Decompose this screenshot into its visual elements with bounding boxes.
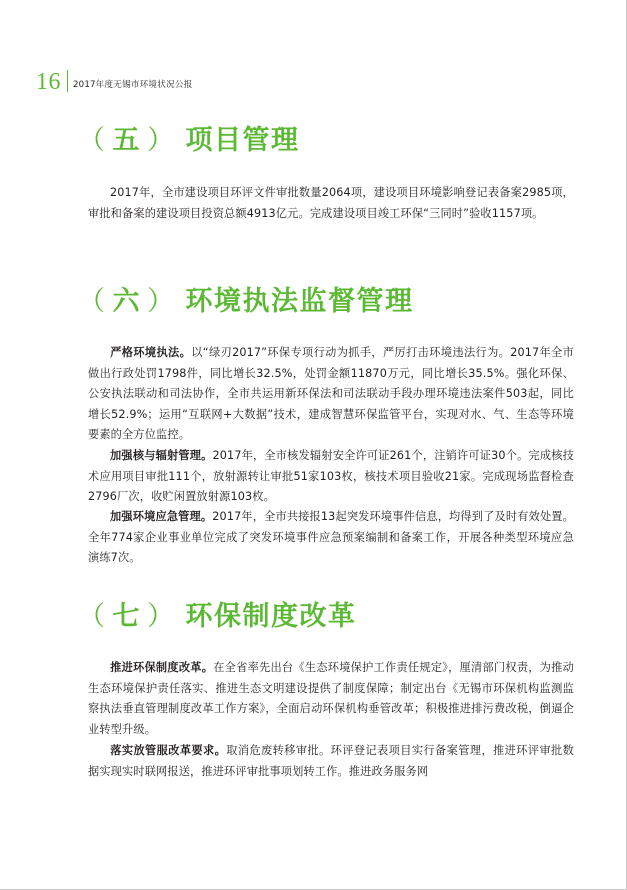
paragraph: 推进环保制度改革。在全省率先出台《生态环境保护工作责任规定》，厘清部门权责，为推动生态环境保护责任落实、推进生态文明建设提供了制度保障；制定出台《无锡市环保机构监测监察执法垂直管理制度改革工作方案》，全面启动环保机构垂管改革；积极推进排污费改税，倒逼企业转型升级。 <box>88 661 574 736</box>
paragraph: 严格环境执法。以“绿刃2017”环保专项行动为抓手，严厉打击环境违法行为。2017年全市做出行政处罚1798件，同比增长32.5%，处罚金额11870万元，同比增长35.5%。强化环保、公安执法联动和司法协作，全市共运用新环保法和司法联动手段办理环境违法案件503起，同比增长52.9%；运用“互联网+大数据”技术，建成智慧环保监管平台，实现对水、气、生态等环境要素的全方位监控。 <box>88 346 574 442</box>
paragraph: 落实放管服改革要求。取消危废转移审批。环评登记表项目实行备案管理，推进环评审批数据实现实时联网报送，推进环评审批事项划转工作。推进政务服务网 <box>88 744 574 778</box>
paragraph: 2017年，全市建设项目环评文件审批数量2064项，建设项目环境影响登记表备案2985项，审批和备案的建设项目投资总额4913亿元。完成建设项目竣工环保“三同时”验收1157项。 <box>88 186 574 220</box>
section-title: 环保制度改革 <box>185 601 357 632</box>
header-divider <box>67 70 68 92</box>
paragraph-lead: 严格环境执法。 <box>110 346 192 359</box>
section-number: （ 六 ） <box>78 286 176 317</box>
paragraph-lead: 加强环境应急管理。 <box>110 510 213 523</box>
page-number: 16 <box>36 69 61 95</box>
page-header <box>36 64 192 94</box>
section-heading-5 <box>78 118 300 157</box>
section-title: 项目管理 <box>185 125 300 156</box>
section-heading-6 <box>78 279 414 318</box>
paragraph-lead: 加强核与辐射管理。 <box>110 449 213 462</box>
paragraph-lead: 落实放管服改革要求。 <box>110 744 227 757</box>
paragraph: 加强环境应急管理。2017年，全市共接报13起突发环境事件信息，均得到了及时有效处置。全年774家企业事业单位完成了突发环境事件应急预案编制和备案工作，开展各种类型环境应急演练7次。 <box>88 510 575 565</box>
report-title: 2017年度无锡市环境状况公报 <box>73 80 193 90</box>
section-number: （ 七 ） <box>78 601 176 632</box>
section-title: 环境执法监督管理 <box>185 286 414 317</box>
paragraph: 加强核与辐射管理。2017年，全市核发辐射安全许可证261个，注销许可证30个。完成核技术应用项目审批111个，放射源转让审批51家103枚，核技术项目验收21家。完成现场监督检查2796厂次，收贮闲置放射源103枚。 <box>88 449 575 504</box>
paragraph-lead: 推进环保制度改革。 <box>110 661 214 674</box>
section-number: （ 五 ） <box>78 125 176 156</box>
section-heading-7 <box>78 594 357 633</box>
